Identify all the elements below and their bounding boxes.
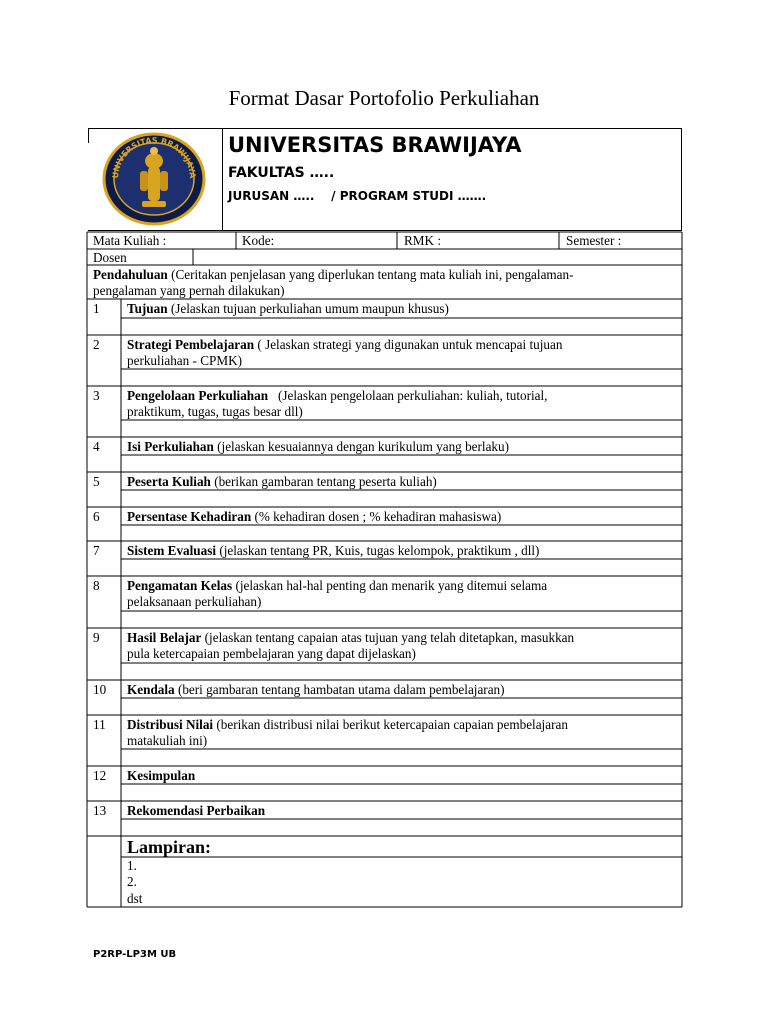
kode-label: Kode:	[242, 233, 275, 248]
item-label: Strategi Pembelajaran	[127, 337, 255, 352]
university-name: UNIVERSITAS BRAWIJAYA	[228, 133, 522, 157]
page-title: Format Dasar Portofolio Perkuliahan	[228, 86, 540, 110]
item-number: 11	[93, 717, 106, 732]
item-desc: ( Jelaskan strategi yang digunakan untuk mencapai tujuan	[254, 337, 563, 352]
item-line1	[127, 473, 437, 490]
lampiran-title: Lampiran:	[127, 837, 212, 857]
item-label: Peserta Kuliah	[127, 474, 211, 489]
item-number: 3	[93, 388, 100, 403]
item-label: Distribusi Nilai	[127, 717, 214, 732]
item-line2: pelaksanaan perkuliahan)	[127, 594, 262, 609]
pendahuluan-line1	[93, 266, 574, 283]
item-line2: praktikum, tugas, tugas besar dll)	[127, 404, 303, 419]
pendahuluan-line2: pengalaman yang pernah dilakukan)	[93, 283, 285, 298]
item-number: 6	[93, 509, 100, 524]
lampiran-item: 1.	[127, 858, 137, 873]
item-line1	[127, 387, 547, 404]
item-number: 8	[93, 578, 100, 593]
rmk-label: RMK :	[404, 233, 442, 248]
item-label: Sistem Evaluasi	[127, 543, 217, 558]
faculty-name: FAKULTAS …..	[228, 165, 335, 181]
item-label: Kendala	[127, 682, 175, 697]
item-line1	[127, 508, 501, 525]
item-desc: (jelaskan tentang capaian atas tujuan yang telah ditetapkan, masukkan	[201, 630, 575, 645]
item-desc: (berikan distribusi nilai berikut ketercapaian capaian pembelajaran	[213, 717, 568, 732]
item-line2: matakuliah ini)	[127, 733, 208, 748]
pendahuluan-desc: (Ceritakan penjelasan yang diperlukan tentang mata kuliah ini, pengalaman-	[167, 267, 574, 282]
item-line1	[127, 716, 568, 733]
item-number: 12	[93, 768, 107, 783]
item-label: Hasil Belajar	[127, 630, 202, 645]
lampiran-item: 2.	[127, 874, 137, 889]
item-number: 2	[93, 337, 100, 352]
lampiran-item: dst	[127, 891, 143, 906]
item-desc: (berikan gambaran tentang peserta kuliah)	[210, 474, 437, 489]
item-number: 4	[93, 439, 100, 454]
item-label: Tujuan	[127, 301, 168, 316]
item-number: 5	[93, 474, 100, 489]
logo-text: UNIVERSITAS BRAWIJAYA	[110, 135, 198, 179]
item-label: Pengamatan Kelas	[127, 578, 233, 593]
item-number: 9	[93, 630, 100, 645]
item-line2: pula ketercapaian pembelajaran yang dapat dijelaskan)	[127, 646, 416, 661]
department-name: JURUSAN ….. / PROGRAM STUDI …….	[228, 189, 487, 203]
item-label: Isi Perkuliahan	[127, 439, 214, 454]
document-footer: P2RP-LP3M UB	[93, 949, 177, 960]
item-label: Kesimpulan	[127, 768, 196, 783]
dosen-label: Dosen	[93, 250, 127, 265]
item-desc: (beri gambaran tentang hambatan utama dalam pembelajaran)	[174, 682, 505, 697]
item-line1	[127, 542, 539, 559]
item-line1	[127, 577, 547, 594]
item-number: 10	[93, 682, 107, 697]
item-line1	[127, 438, 509, 455]
semester-label: Semester :	[566, 233, 622, 248]
item-line2: perkuliahan - CPMK)	[127, 353, 243, 368]
item-label: Rekomendasi Perbaikan	[127, 803, 266, 818]
mata-kuliah-label: Mata Kuliah :	[93, 233, 167, 248]
item-line1	[127, 336, 562, 353]
pendahuluan-label: Pendahuluan	[93, 267, 168, 282]
item-desc: (Jelaskan pengelolaan perkuliahan: kuliah, tutorial,	[268, 388, 548, 403]
item-desc: (jelaskan hal-hal penting dan menarik yang ditemui selama	[232, 578, 548, 593]
item-desc: (% kehadiran dosen ; % kehadiran mahasiswa)	[251, 509, 502, 524]
item-label: Pengelolaan Perkuliahan	[127, 388, 269, 403]
item-desc: (jelaskan tentang PR, Kuis, tugas kelompok, praktikum , dll)	[216, 543, 540, 558]
item-line1	[127, 629, 574, 646]
item-number: 13	[93, 803, 107, 818]
item-number: 1	[93, 301, 100, 316]
item-line1	[127, 300, 449, 317]
item-desc: (jelaskan kesuaiannya dengan kurikulum yang berlaku)	[213, 439, 509, 454]
item-desc: (Jelaskan tujuan perkuliahan umum maupun khusus)	[167, 301, 449, 316]
item-line1	[127, 681, 505, 698]
item-label: Persentase Kehadiran	[127, 509, 252, 524]
item-number: 7	[93, 543, 100, 558]
